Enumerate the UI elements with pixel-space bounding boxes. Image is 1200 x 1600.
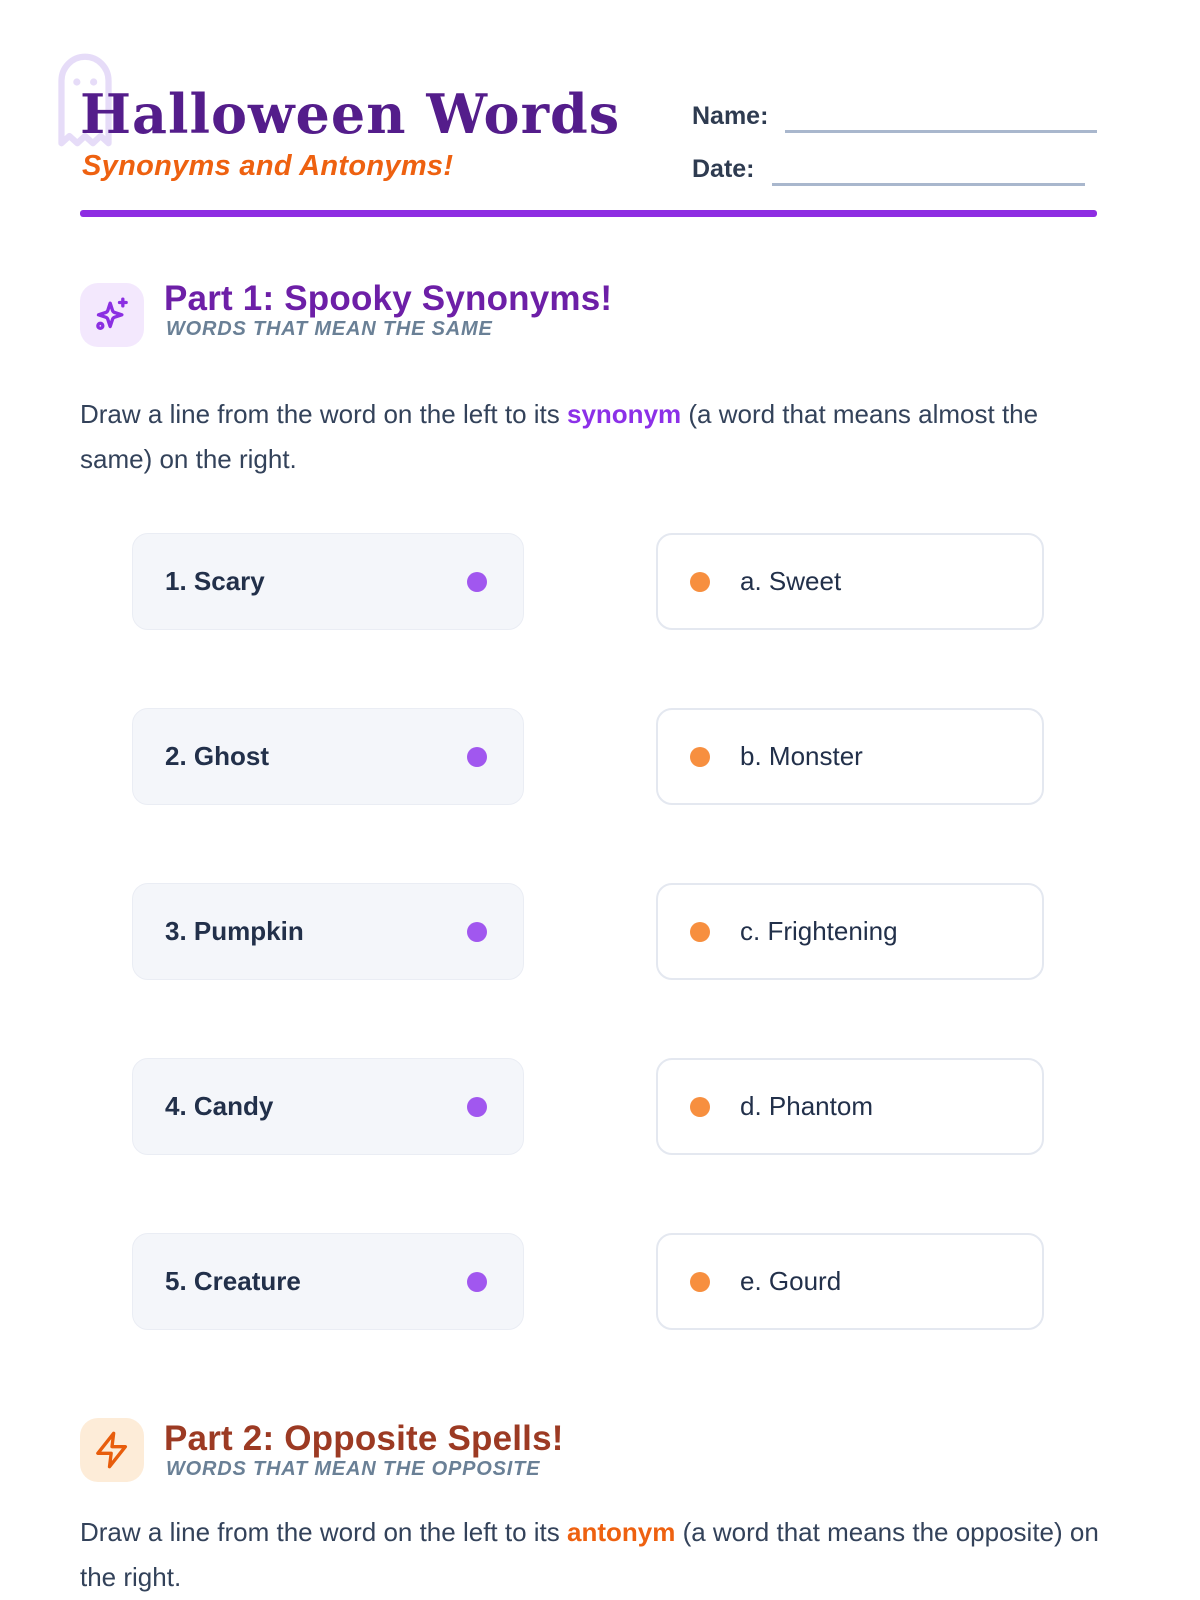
word-card-left[interactable] xyxy=(132,883,524,980)
part1-instructions xyxy=(80,392,1070,482)
synonym-keyword: synonym xyxy=(567,399,682,429)
word-card-left[interactable] xyxy=(132,1233,524,1330)
purple-connector-dot[interactable] xyxy=(467,747,487,767)
left-word-label: 2. Ghost xyxy=(165,741,270,771)
part2-instructions xyxy=(80,1510,1120,1600)
sparkles-icon xyxy=(92,295,132,335)
word-card-right[interactable] xyxy=(656,883,1044,980)
word-card-right[interactable] xyxy=(656,1233,1044,1330)
part2-icon-box xyxy=(80,1418,144,1482)
part2-subheading: WORDS THAT MEAN THE OPPOSITE xyxy=(166,1458,541,1480)
match-row xyxy=(0,1233,1200,1330)
word-card-left[interactable] xyxy=(132,708,524,805)
word-card-left[interactable] xyxy=(132,533,524,630)
match-row xyxy=(0,1058,1200,1155)
orange-connector-dot[interactable] xyxy=(690,572,710,592)
page-title: Halloween Words xyxy=(80,82,621,146)
part1-subheading: WORDS THAT MEAN THE SAME xyxy=(166,318,493,340)
left-word-label: 1. Scary xyxy=(165,566,265,596)
purple-connector-dot[interactable] xyxy=(467,1272,487,1292)
word-card-right[interactable] xyxy=(656,533,1044,630)
right-word-label: d. Phantom xyxy=(740,1091,873,1121)
name-label: Name: xyxy=(692,102,769,130)
right-word-label: b. Monster xyxy=(740,741,863,771)
page-subtitle: Synonyms and Antonyms! xyxy=(82,150,454,182)
part1-heading: Part 1: Spooky Synonyms! xyxy=(164,279,613,318)
right-word-label: c. Frightening xyxy=(740,916,898,946)
part1-icon-box xyxy=(80,283,144,347)
orange-connector-dot[interactable] xyxy=(690,1272,710,1292)
purple-connector-dot[interactable] xyxy=(467,922,487,942)
left-word-label: 3. Pumpkin xyxy=(165,916,304,946)
antonym-keyword: antonym xyxy=(567,1517,676,1547)
purple-connector-dot[interactable] xyxy=(467,1097,487,1117)
word-card-left[interactable] xyxy=(132,1058,524,1155)
date-input-line[interactable] xyxy=(772,160,1085,186)
header-divider xyxy=(80,210,1097,217)
match-row xyxy=(0,708,1200,805)
left-word-label: 4. Candy xyxy=(165,1091,274,1121)
part1-instructions-before: Draw a line from the word on the left to its xyxy=(80,399,567,429)
orange-connector-dot[interactable] xyxy=(690,1097,710,1117)
name-input-line[interactable] xyxy=(785,107,1097,133)
left-word-label: 5. Creature xyxy=(165,1266,301,1296)
part2-heading: Part 2: Opposite Spells! xyxy=(164,1419,564,1458)
date-label: Date: xyxy=(692,155,755,183)
part2-instructions-before: Draw a line from the word on the left to its xyxy=(80,1517,567,1547)
right-word-label: a. Sweet xyxy=(740,566,842,596)
match-rows xyxy=(0,533,1200,1408)
word-card-right[interactable] xyxy=(656,1058,1044,1155)
lightning-bolt-icon xyxy=(92,1430,132,1470)
match-row xyxy=(0,883,1200,980)
orange-connector-dot[interactable] xyxy=(690,922,710,942)
part1-instructions-after: (a word that means almost the same) on the right. xyxy=(80,399,1039,474)
word-card-right[interactable] xyxy=(656,708,1044,805)
match-row xyxy=(0,533,1200,630)
part2-instructions-after: (a word that means the opposite) on the right. xyxy=(80,1517,1099,1592)
purple-connector-dot[interactable] xyxy=(467,572,487,592)
right-word-label: e. Gourd xyxy=(740,1266,842,1296)
orange-connector-dot[interactable] xyxy=(690,747,710,767)
